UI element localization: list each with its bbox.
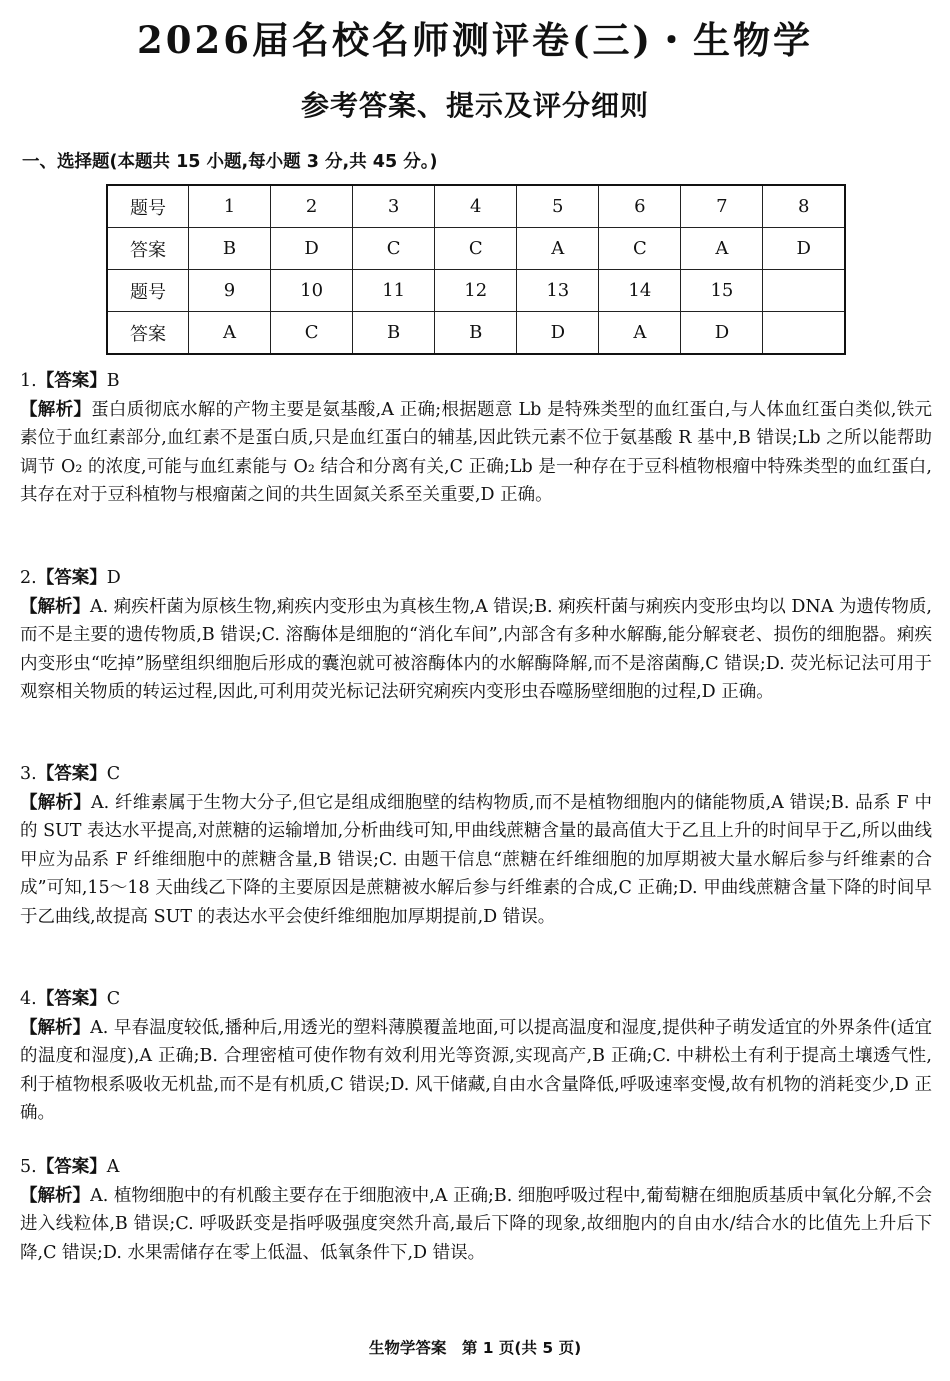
- table-cell: 7: [681, 185, 763, 228]
- table-cell: C: [271, 312, 353, 355]
- analysis-text: A. 纤维素属于生物大分子,但它是组成细胞壁的结构物质,而不是植物细胞内的储能物质,A 错误;B. 品系 F 中的 SUT 表达水平提高,对蔗糖的运输增加,分析曲线可知,甲曲线蔗糖含量的最高值大于乙且上升的时间早于乙,所以曲线甲应为品系 F 纤维细胞中的蔗糖含量,B 错误;C. 由题干信息“蔗糖在纤维细胞的加厚期被大量水解后参与纤维素的合成”可知,15～18 天曲线乙下降的主要原因是蔗糖被水解后参与纤维素的合成,C 正确;D. 甲曲线蔗糖含量下降的时间早于乙曲线,故提高 SUT 的表达水平会使纤维细胞加厚期提前,D 错误。: [20, 792, 932, 927]
- table-cell: C: [353, 228, 435, 270]
- analysis-paragraph: [20, 789, 932, 932]
- answer-value: B: [106, 371, 120, 391]
- answer-tag: 【答案】: [36, 989, 107, 1009]
- table-cell: D: [681, 312, 763, 355]
- table-cell: 11: [353, 270, 435, 312]
- table-cell: 1: [189, 185, 271, 228]
- answer-table: [106, 184, 846, 355]
- analysis-text: 蛋白质彻底水解的产物主要是氨基酸,A 正确;根据题意 Lb 是特殊类型的血红蛋白,与人体血红蛋白类似,铁元素位于血红素部分,血红素不是蛋白质,只是血红蛋白的辅基,因此铁元素不位于氨基酸 R 基中,B 错误;Lb 之所以能帮助调节 O₂ 的浓度,可能与血红素能与 O₂ 结合和分离有关,C 正确;Lb 是一种存在于豆科植物根瘤中特殊类型的血红蛋白,其存在对于豆科植物与根瘤菌之间的共生固氮关系至关重要,D 正确。: [20, 399, 933, 506]
- analysis-tag: 【解析】: [20, 399, 92, 420]
- question-number: 5.: [20, 1157, 37, 1177]
- question-number: 3.: [20, 764, 37, 784]
- analysis-paragraph: [20, 1182, 932, 1268]
- answer-value: C: [106, 989, 121, 1009]
- answer-value: D: [106, 568, 121, 588]
- page-subtitle: 参考答案、提示及评分细则: [300, 89, 649, 122]
- analysis-text: A. 植物细胞中的有机酸主要存在于细胞液中,A 正确;B. 细胞呼吸过程中,葡萄糖在细胞质基质中氧化分解,不会进入线粒体,B 错误;C. 呼吸跃变是指呼吸强度突然升高,最后下降的现象,故细胞内的自由水/结合水的比值先上升后下降,C 错误;D. 水果需储存在零上低温、低氧条件下,D 错误。: [20, 1185, 933, 1263]
- answer-tag: 【答案】: [36, 1157, 107, 1177]
- analysis-paragraph: [20, 396, 932, 510]
- table-row: [107, 185, 845, 228]
- question-number: 4.: [20, 989, 37, 1009]
- table-cell: 15: [681, 270, 763, 312]
- question-4: [20, 985, 932, 1128]
- table-cell: D: [763, 228, 845, 270]
- page-footer: 生物学答案 第 1 页(共 5 页): [368, 1339, 582, 1357]
- table-cell: 3: [353, 185, 435, 228]
- table-cell: 12: [435, 270, 517, 312]
- table-cell: 8: [763, 185, 845, 228]
- answer-line: [20, 985, 932, 1014]
- table-cell: A: [599, 312, 681, 355]
- table-cell: 6: [599, 185, 681, 228]
- table-cell: 题号: [107, 270, 189, 312]
- question-1: [20, 367, 932, 510]
- answer-tag: 【答案】: [36, 568, 107, 588]
- analysis-paragraph: [20, 1014, 932, 1128]
- answer-line: [20, 564, 932, 593]
- question-number: 2.: [20, 568, 37, 588]
- analysis-tag: 【解析】: [20, 1017, 91, 1038]
- analysis-paragraph: [20, 593, 932, 707]
- table-cell: A: [189, 312, 271, 355]
- table-cell: D: [271, 228, 353, 270]
- analysis-tag: 【解析】: [20, 596, 91, 617]
- table-cell: D: [517, 312, 599, 355]
- table-cell: A: [517, 228, 599, 270]
- analysis-text: A. 痢疾杆菌为原核生物,痢疾内变形虫为真核生物,A 错误;B. 痢疾杆菌与痢疾内变形虫均以 DNA 为遗传物质,而不是主要的遗传物质,B 错误;C. 溶酶体是细胞的“消化车间”,内部含有多种水解酶,能分解衰老、损伤的细胞器。痢疾内变形虫“吃掉”肠壁组织细胞后形成的囊泡就可被溶酶体内的水解酶降解,而不是溶菌酶,C 错误;D. 荧光标记法可用于观察相关物质的转运过程,因此,可利用荧光标记法研究痢疾内变形虫吞噬肠壁细胞的过程,D 正确。: [20, 596, 932, 703]
- table-cell: 5: [517, 185, 599, 228]
- table-cell: B: [189, 228, 271, 270]
- table-cell: 4: [435, 185, 517, 228]
- table-cell: 14: [599, 270, 681, 312]
- table-cell: [763, 312, 845, 355]
- page-title: 2026届名校名师测评卷(三)・生物学: [137, 18, 813, 62]
- analysis-tag: 【解析】: [20, 1185, 91, 1206]
- section-heading: 一、选择题(本题共 15 小题,每小题 3 分,共 45 分。): [22, 152, 438, 172]
- answer-tag: 【答案】: [36, 371, 107, 391]
- table-cell: 答案: [107, 312, 189, 355]
- table-row: [107, 270, 845, 312]
- table-cell: 题号: [107, 185, 189, 228]
- analysis-text: A. 早春温度较低,播种后,用透光的塑料薄膜覆盖地面,可以提高温度和湿度,提供种子萌发适宜的外界条件(适宜的温度和湿度),A 正确;B. 合理密植可使作物有效利用光等资源,实现高产,B 正确;C. 中耕松土有利于提高土壤透气性,利于植物根系吸收无机盐,而不是有机质,C 错误;D. 风干储藏,自由水含量降低,呼吸速率变慢,故有机物的消耗变少,D 正确。: [20, 1017, 932, 1124]
- question-5: [20, 1153, 932, 1267]
- question-2: [20, 564, 932, 707]
- table-row: [107, 228, 845, 270]
- table-cell: 13: [517, 270, 599, 312]
- table-cell: 9: [189, 270, 271, 312]
- table-cell: 10: [271, 270, 353, 312]
- answer-line: [20, 760, 932, 789]
- table-cell: C: [435, 228, 517, 270]
- answer-line: [20, 367, 932, 396]
- table-cell: [763, 270, 845, 312]
- answer-tag: 【答案】: [36, 764, 107, 784]
- table-row: [107, 312, 845, 355]
- answer-value: A: [106, 1157, 120, 1177]
- answer-line: [20, 1153, 932, 1182]
- table-cell: 2: [271, 185, 353, 228]
- analysis-tag: 【解析】: [20, 792, 91, 813]
- table-cell: 答案: [107, 228, 189, 270]
- table-cell: B: [353, 312, 435, 355]
- question-number: 1.: [20, 371, 37, 391]
- question-3: [20, 760, 932, 932]
- table-cell: B: [435, 312, 517, 355]
- table-cell: C: [599, 228, 681, 270]
- table-cell: A: [681, 228, 763, 270]
- answer-value: C: [106, 764, 121, 784]
